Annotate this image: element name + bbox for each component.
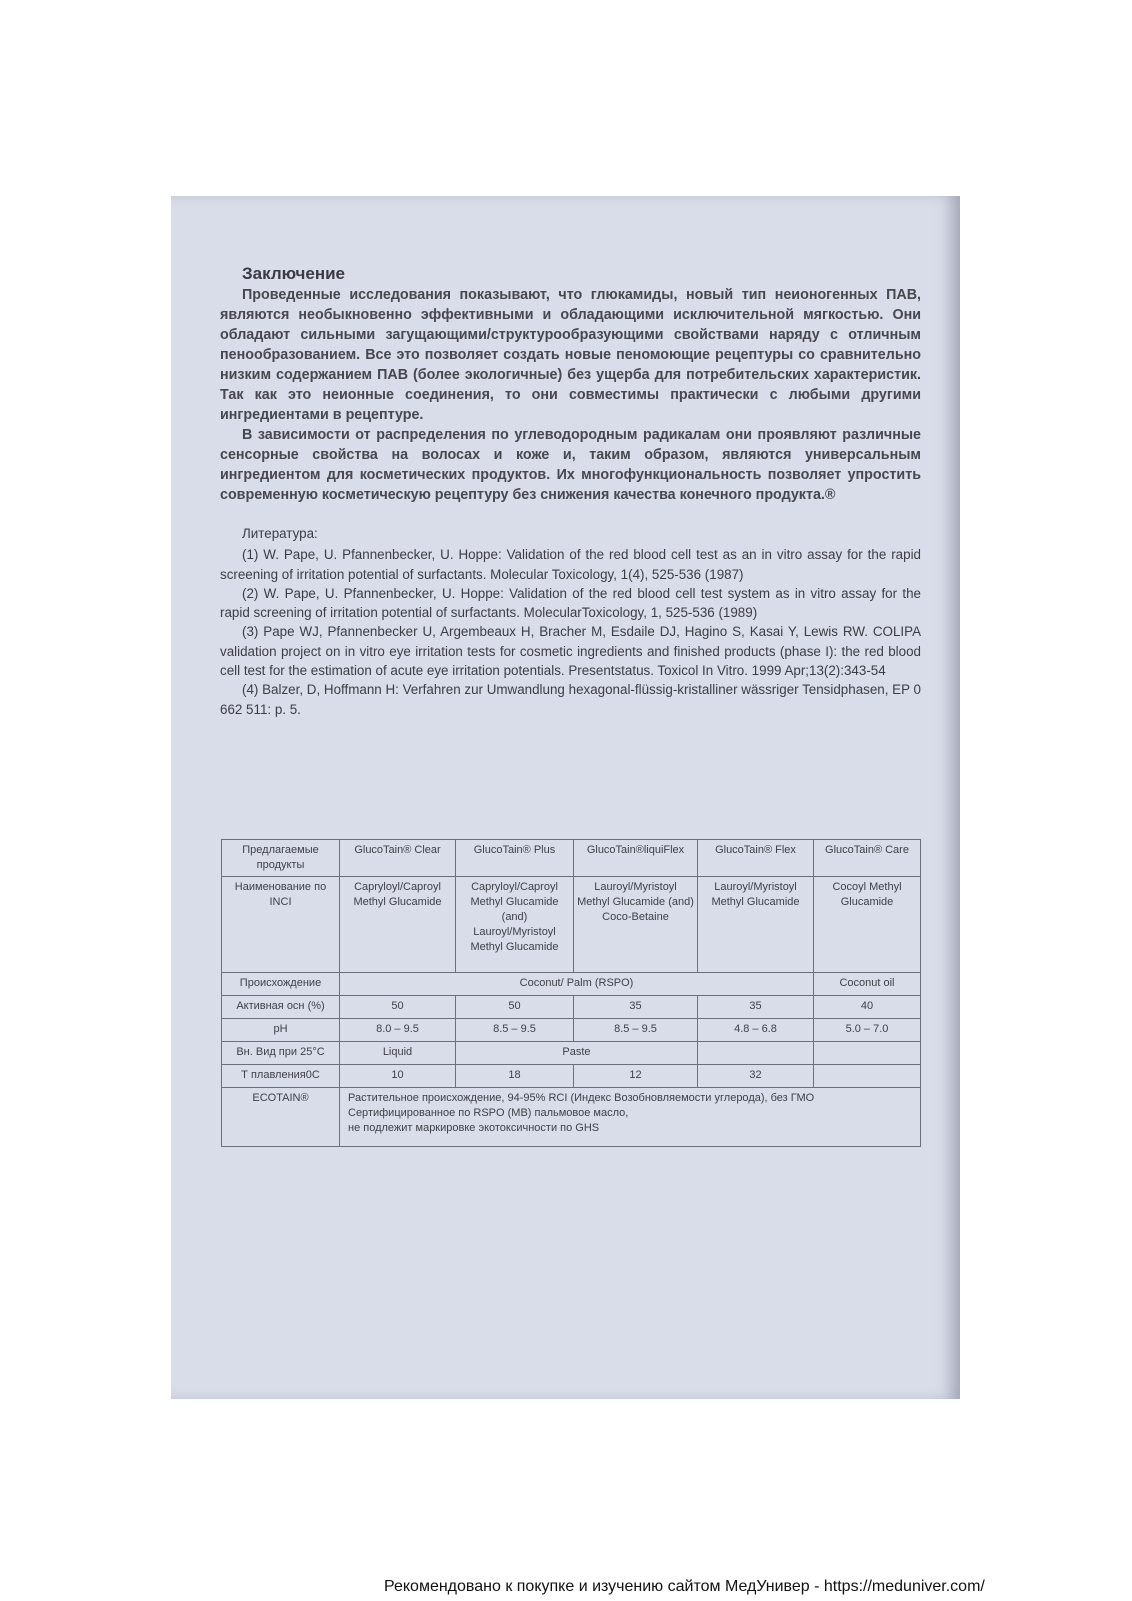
active-cell: 50 <box>340 996 456 1019</box>
row-label-appearance: Вн. Вид при 25°C <box>222 1042 340 1065</box>
ecotain-line: Сертифицированное по RSPO (MB) пальмовое масло, <box>348 1107 629 1119</box>
ph-cell: 5.0 – 7.0 <box>814 1019 921 1042</box>
row-label-ph: pH <box>222 1019 340 1042</box>
product-name-cell: GlucoTain® Plus <box>456 840 574 877</box>
reference-item: (3) Pape WJ, Pfannenbecker U, Argembeaux H, Bracher M, Esdaile DJ, Hagino S, Kasai Y, Lewis RW. COLIPA validation project on in vitro eye irritation tests for cosmetic ingredients and finished products (phase I): the red blood cell test for the estimation of acute eye irritation potentials. Presentstatus. Toxicol In Vitro. 1999 Apr;13(2):343-54 <box>220 624 921 679</box>
inci-cell: Capryloyl/Caproyl Methyl Glucamide (and) Lauroyl/Myristoyl Methyl Glucamide <box>456 877 574 973</box>
appearance-cell: Paste <box>456 1042 698 1065</box>
ph-cell: 8.0 – 9.5 <box>340 1019 456 1042</box>
product-name-cell: GlucoTain® Clear <box>340 840 456 877</box>
table-row <box>222 1088 921 1147</box>
footer-recommendation: Рекомендовано к покупке и изучению сайтом МедУнивер - https://meduniver.com/ <box>384 1578 985 1595</box>
origin-cell: Coconut/ Palm (RSPO) <box>340 973 814 996</box>
active-cell: 50 <box>456 996 574 1019</box>
product-name-cell: GlucoTain®liquiFlex <box>574 840 698 877</box>
product-name-cell: GlucoTain® Care <box>814 840 921 877</box>
table-row <box>222 1065 921 1088</box>
page-content <box>220 264 921 719</box>
origin-cell: Coconut oil <box>814 973 921 996</box>
inci-cell: Lauroyl/Myristoyl Methyl Glucamide (and) Coco-Betaine <box>574 877 698 973</box>
row-label-products: Предлагаемые продукты <box>222 840 340 877</box>
ecotain-line: Растительное происхождение, 94-95% RCI (Индекс Возобновляемости углерода), без ГМО <box>348 1092 815 1104</box>
ecotain-line: не подлежит маркировке экотоксичности по GHS <box>348 1122 600 1134</box>
reference-item: (2) W. Pape, U. Pfannenbecker, U. Hoppe: Validation of the red blood cell test system as in vitro assay for the rapid screening of irritation potential of surfactants. MolecularToxicology, 1, 525-536 (1989) <box>220 585 921 621</box>
table-row <box>222 877 921 973</box>
table-row <box>222 840 921 877</box>
table-row <box>222 973 921 996</box>
ph-cell: 8.5 – 9.5 <box>456 1019 574 1042</box>
appearance-cell: Liquid <box>340 1042 456 1065</box>
table-row <box>222 1042 921 1065</box>
ph-cell: 8.5 – 9.5 <box>574 1019 698 1042</box>
ph-cell: 4.8 – 6.8 <box>698 1019 814 1042</box>
active-cell: 40 <box>814 996 921 1019</box>
references-heading: Литература: <box>242 526 318 541</box>
product-specs-table <box>221 839 921 1147</box>
appearance-cell <box>814 1042 921 1065</box>
section-title: Заключение <box>242 264 345 283</box>
row-label-origin: Происхождение <box>222 973 340 996</box>
row-label-melting: Т плавления0С <box>222 1065 340 1088</box>
product-name-cell: GlucoTain® Flex <box>698 840 814 877</box>
melting-cell <box>814 1065 921 1088</box>
scanned-page <box>171 196 960 1399</box>
conclusion-paragraph-2: В зависимости от распределения по углеводородным радикалам они проявляют различные сенсорные свойства на волосах и коже и, таким образом, являются универсальным ингредиентом для косметических продуктов. Их многофункциональность позволяет упростить современную косметическую рецептуру без снижения качества конечного продукта.® <box>220 427 921 503</box>
row-label-ecotain: ECOTAIN® <box>222 1088 340 1147</box>
appearance-cell <box>698 1042 814 1065</box>
inci-cell: Cocoyl Methyl Glucamide <box>814 877 921 973</box>
inci-cell: Capryloyl/Caproyl Methyl Glucamide <box>340 877 456 973</box>
references <box>220 524 921 719</box>
melting-cell: 12 <box>574 1065 698 1088</box>
active-cell: 35 <box>574 996 698 1019</box>
melting-cell: 18 <box>456 1065 574 1088</box>
table-row <box>222 996 921 1019</box>
ecotain-cell <box>340 1088 921 1147</box>
inci-cell: Lauroyl/Myristoyl Methyl Glucamide <box>698 877 814 973</box>
melting-cell: 10 <box>340 1065 456 1088</box>
reference-item: (4) Balzer, D, Hoffmann H: Verfahren zur Umwandlung hexagonal-flüssig-kristalliner wässriger Tensidphasen, EP 0 662 511: p. 5. <box>220 682 921 717</box>
conclusion-paragraph-1: Проведенные исследования показывают, что глюкамиды, новый тип неионогенных ПАВ, являются необыкновенно эффективными и обладающими исключительной мягкостью. Они обладают сильными загущающими/структурообразующими свойствами наряду с отличным пенообразованием. Все это позволяет создать новые пеномоющие рецептуры со сравнительно низким содержанием ПАВ (более экологичные) без ущерба для потребительских характеристик. Так как это неионные соединения, то они совместимы практически с любыми другими ингредиентами в рецептуре. <box>220 287 921 423</box>
active-cell: 35 <box>698 996 814 1019</box>
melting-cell: 32 <box>698 1065 814 1088</box>
row-label-active: Активная осн (%) <box>222 996 340 1019</box>
reference-item: (1) W. Pape, U. Pfannenbecker, U. Hoppe: Validation of the red blood cell test as an in vitro assay for the rapid screening of irritation potential of surfactants. Molecular Toxicology, 1(4), 525-536 (1987) <box>220 547 921 582</box>
row-label-inci: Наименование по INCI <box>222 877 340 973</box>
table-row <box>222 1019 921 1042</box>
